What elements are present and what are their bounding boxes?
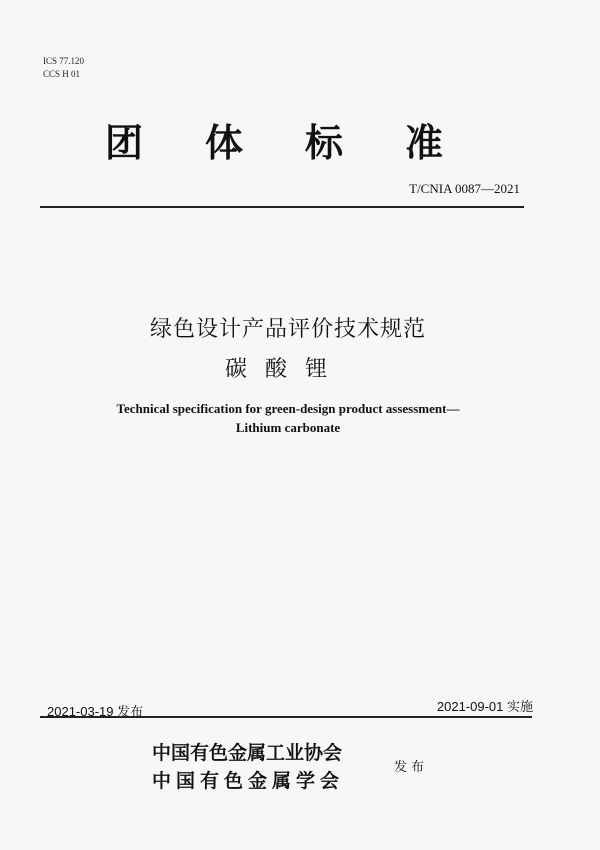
title-chinese-line2: 碳酸锂	[224, 357, 345, 382]
title-chinese-line1: 绿色设计产品评价技术规范	[149, 317, 426, 342]
title-english	[0, 399, 576, 437]
classification-block	[43, 55, 84, 81]
issue-date: 2021-03-19 发布	[47, 704, 144, 719]
title-english-line1: Technical specification for green-design product assessment—	[116, 401, 460, 416]
publisher-2: 中国有色金属学会	[152, 770, 345, 792]
publish-label: 发布	[394, 760, 429, 775]
implementation-date: 2021-09-01 实施	[436, 699, 533, 714]
top-divider	[40, 206, 524, 208]
bottom-divider	[40, 716, 532, 718]
title-english-line2: Lithium carbonate	[235, 420, 341, 435]
document-type-heading: 团体标准	[105, 121, 506, 165]
standard-number: T/CNIA 0087—2021	[409, 181, 520, 196]
publisher-1: 中国有色金属工业协会	[152, 742, 343, 764]
ccs-code: CCS H 01	[43, 69, 81, 79]
ics-code: ICS 77.120	[43, 56, 85, 66]
